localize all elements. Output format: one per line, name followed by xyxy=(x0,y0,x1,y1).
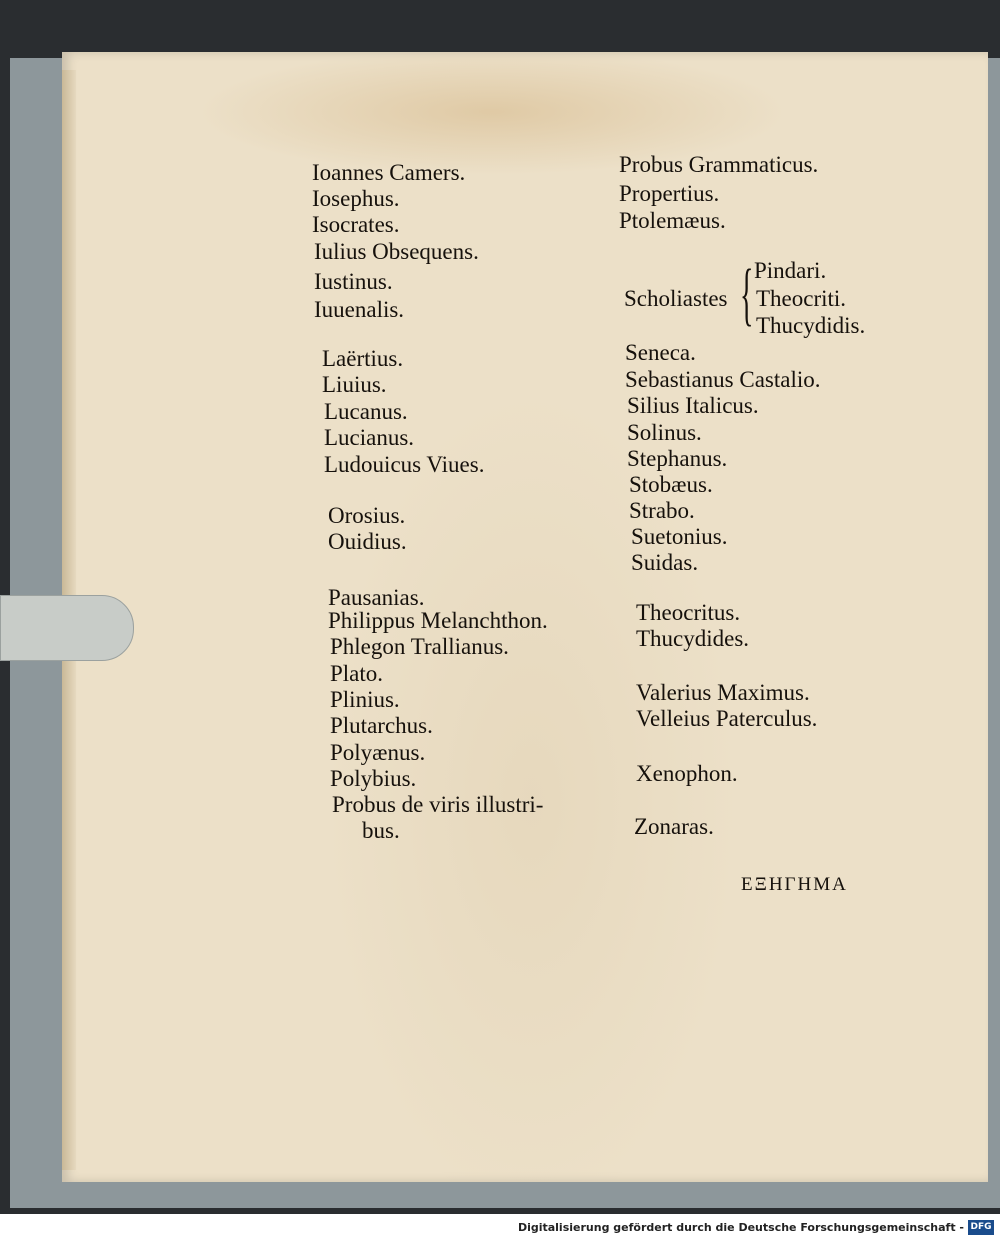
right-entry: Zonaras. xyxy=(634,814,714,839)
left-entry: Lucanus. xyxy=(324,399,408,424)
right-entry: Theocriti. xyxy=(756,286,847,311)
right-entry: Valerius Maximus. xyxy=(636,680,810,705)
right-entry: Strabo. xyxy=(629,498,695,523)
left-entry: Probus de viris illustri- xyxy=(332,792,544,817)
bookmark-tab xyxy=(0,595,134,661)
right-entry: Pindari. xyxy=(754,258,827,283)
left-entry: Laërtius. xyxy=(322,346,404,371)
right-entry: Seneca. xyxy=(625,340,696,365)
left-entry: Philippus Melanchthon. xyxy=(328,608,548,633)
left-entry: Pausanias. xyxy=(328,585,425,610)
right-entry: Theocritus. xyxy=(636,600,741,625)
right-entry: Propertius. xyxy=(619,181,720,206)
left-entry: Orosius. xyxy=(328,503,406,528)
right-entry: Suidas. xyxy=(631,550,699,575)
left-entry: Iulius Obsequens. xyxy=(314,239,479,264)
left-entry: bus. xyxy=(362,818,400,843)
left-entry: Iosephus. xyxy=(312,186,400,211)
left-entry: Lucianus. xyxy=(324,425,415,450)
footer-credit: Digitalisierung gefördert durch die Deutsche Forschungsgemeinschaft - xyxy=(517,1221,964,1234)
left-entry: Plinius. xyxy=(330,687,400,712)
left-entry: Ouidius. xyxy=(328,529,407,554)
scholiastes-brace: { xyxy=(740,256,754,333)
dfg-logo-icon: DFG xyxy=(968,1220,994,1235)
left-entry: Iuuenalis. xyxy=(314,297,405,322)
catchword: ΕΞΗΓΗΜΑ xyxy=(741,874,848,895)
right-entry: Thucydidis. xyxy=(756,313,866,338)
right-entry: Xenophon. xyxy=(636,761,738,786)
right-entry: Stephanus. xyxy=(627,446,728,471)
right-entry: Ptolemæus. xyxy=(619,208,726,233)
left-entry: Iustinus. xyxy=(314,269,393,294)
right-entry: Thucydides. xyxy=(636,626,750,651)
right-entry: Scholiastes xyxy=(624,286,728,311)
left-entry: Ludouicus Viues. xyxy=(324,452,485,477)
left-entry: Liuius. xyxy=(322,372,387,397)
left-entry: Polybius. xyxy=(330,766,417,791)
left-entry: Ioannes Camers. xyxy=(312,160,466,185)
left-entry: Plutarchus. xyxy=(330,713,433,738)
right-entry: Sebastianus Castalio. xyxy=(625,367,821,392)
right-entry: Probus Grammaticus. xyxy=(619,152,819,177)
right-entry: Suetonius. xyxy=(631,524,728,549)
left-entry: Polyænus. xyxy=(330,740,426,765)
left-entry: Isocrates. xyxy=(312,212,400,237)
left-entry: Phlegon Trallianus. xyxy=(330,634,509,659)
left-entry: Plato. xyxy=(330,661,384,686)
right-entry: Solinus. xyxy=(627,420,702,445)
right-entry: Velleius Paterculus. xyxy=(636,706,818,731)
right-entry: Stobæus. xyxy=(629,472,713,497)
footer-bar xyxy=(0,1214,1000,1244)
right-entry: Silius Italicus. xyxy=(627,393,759,418)
